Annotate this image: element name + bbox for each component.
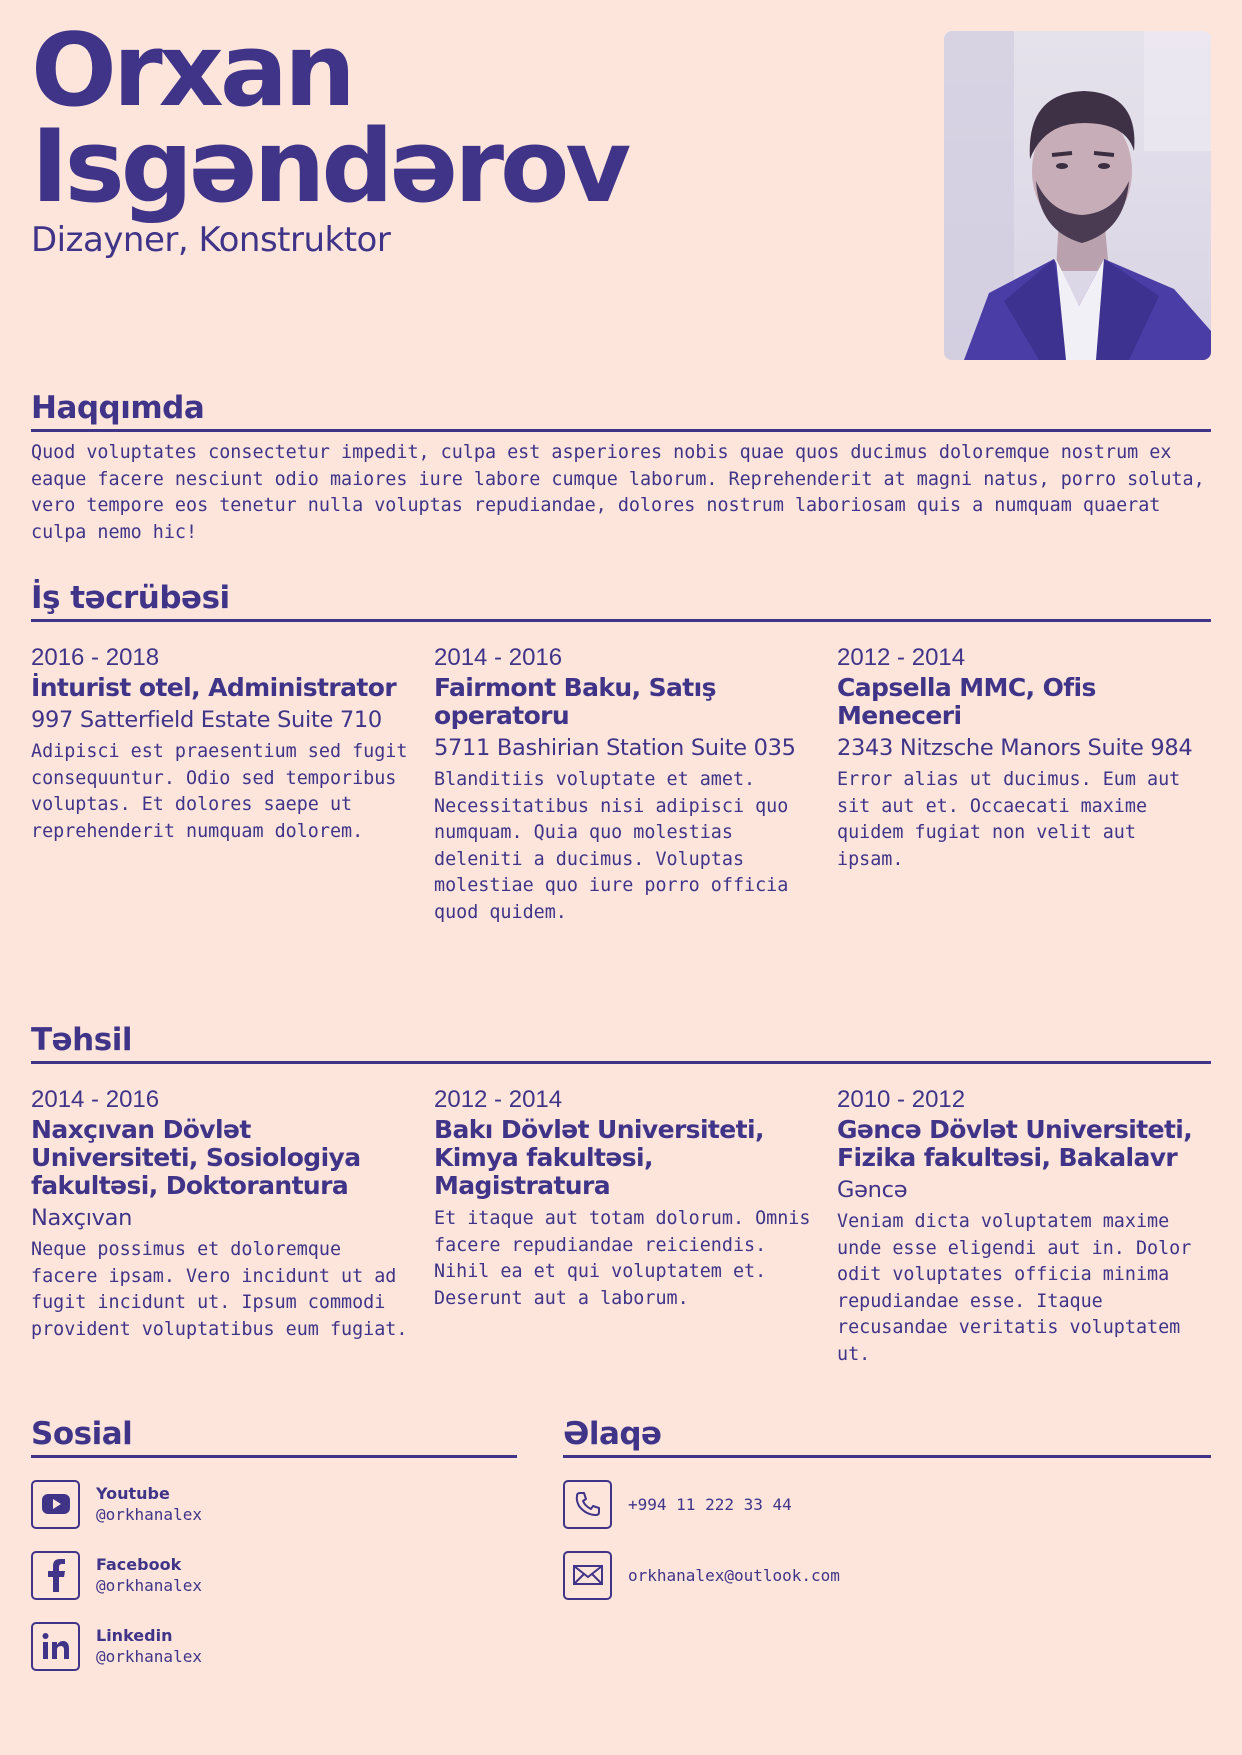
experience-title-text: Capsella MMC, Ofis Meneceri	[837, 673, 1096, 730]
phone-icon	[563, 1480, 612, 1529]
experience-title-text: İnturist otel, Administrator	[31, 673, 397, 702]
phone-number[interactable]: +994 11 222 33 44	[628, 1494, 792, 1514]
experience-description: Error alias ut ducimus. Eum aut sit aut et. Occaecati maxime quidem fugiat non velit aut ipsam.	[837, 769, 1181, 870]
education-institution: Naxçıvan Dövlət Universiteti, Sosiologiya fakultəsi, Doktorantura	[31, 1115, 361, 1200]
education-period: 2014 - 2016	[31, 1086, 160, 1113]
about-title: Haqqımda	[31, 384, 1211, 432]
experience-period: 2016 - 2018	[31, 644, 160, 671]
social-item-facebook[interactable]	[31, 1551, 517, 1599]
experience-title: İş təcrübəsi	[31, 574, 1211, 622]
youtube-icon	[31, 1480, 80, 1529]
education-item	[434, 1084, 837, 1368]
last-name: Isgəndərov	[31, 107, 628, 225]
envelope-icon	[563, 1551, 612, 1600]
education-city: Naxçıvan	[31, 1205, 133, 1231]
resume-header	[31, 11, 811, 260]
experience-period: 2012 - 2014	[837, 644, 966, 671]
education-institution: Bakı Dövlət Universiteti, Kimya fakultəsi, Magistratura	[434, 1115, 764, 1200]
social-section	[31, 1410, 517, 1693]
experience-address: 2343 Nitzsche Manors Suite 984	[837, 735, 1193, 761]
contact-phone[interactable]	[563, 1480, 1211, 1528]
social-handle[interactable]: @orkhanalex	[96, 1505, 202, 1524]
social-item-linkedin[interactable]	[31, 1622, 517, 1670]
experience-section	[31, 574, 1211, 926]
education-item	[837, 1084, 1211, 1368]
experience-period: 2014 - 2016	[434, 644, 563, 671]
contact-section	[563, 1410, 1211, 1622]
social-title: Sosial	[31, 1410, 517, 1458]
first-name: Orxan	[31, 11, 352, 129]
job-role: Dizayner, Konstruktor	[31, 220, 391, 260]
email-address[interactable]: orkhanalex@outlook.com	[628, 1565, 840, 1585]
education-description: Et itaque aut totam dolorum. Omnis facere repudiandae reiciendis. Nihil ea et qui voluptatem et. Deserunt aut a laborum.	[434, 1208, 811, 1309]
social-item-youtube[interactable]	[31, 1480, 517, 1528]
education-section	[31, 1016, 1211, 1368]
social-label: Youtube	[96, 1484, 170, 1503]
experience-address: 997 Satterfield Estate Suite 710	[31, 707, 382, 733]
experience-address: 5711 Bashirian Station Suite 035	[434, 735, 796, 761]
social-label: Linkedin	[96, 1626, 173, 1645]
education-institution: Gəncə Dövlət Universiteti, Fizika fakultəsi, Bakalavr	[837, 1115, 1193, 1172]
social-label: Facebook	[96, 1555, 182, 1574]
experience-title-text: Fairmont Baku, Satış operatoru	[434, 673, 716, 730]
profile-photo	[944, 31, 1211, 360]
education-period: 2012 - 2014	[434, 1086, 563, 1113]
experience-item	[31, 642, 434, 926]
education-city: Gəncə	[837, 1177, 908, 1203]
experience-description: Adipisci est praesentium sed fugit consequuntur. Odio sed temporibus voluptas. Et dolores saepe ut reprehenderit numquam dolorem.	[31, 741, 408, 842]
about-text: Quod voluptates consectetur impedit, culpa est asperiores nobis quae quos ducimus doloremque nostrum ex eaque facere nesciunt odio maiores iure labore cumque laborum. Reprehenderit at magni natus, porro soluta, vero tempore eos tenetur nulla voluptas repudiandae, dolores nostrum laboriosam quis a numquam quaerat culpa nemo hic!	[31, 442, 1205, 543]
education-item	[31, 1084, 434, 1368]
experience-description: Blanditiis voluptate et amet. Necessitatibus nisi adipisci quo numquam. Quia quo molestias deleniti a ducimus. Voluptas molestiae quo iure porro officia quod quidem.	[434, 769, 789, 923]
experience-item	[434, 642, 837, 926]
contact-title: Əlaqə	[563, 1410, 1211, 1458]
social-handle[interactable]: @orkhanalex	[96, 1576, 202, 1595]
education-description: Veniam dicta voluptatem maxime unde esse eligendi aut in. Dolor odit voluptates officia minima repudiandae esse. Itaque recusandae veritatis voluptatem ut.	[837, 1211, 1192, 1365]
contact-email[interactable]	[563, 1551, 1211, 1599]
portrait-illustration	[944, 31, 1211, 360]
linkedin-icon	[31, 1622, 80, 1671]
facebook-icon	[31, 1551, 80, 1600]
education-period: 2010 - 2012	[837, 1086, 966, 1113]
about-section	[31, 384, 1211, 546]
education-description: Neque possimus et doloremque facere ipsam. Vero incidunt ut ad fugit incidunt ut. Ipsum commodi provident voluptatibus eum fugiat.	[31, 1239, 408, 1340]
education-title: Təhsil	[31, 1016, 1211, 1064]
experience-item	[837, 642, 1211, 926]
social-handle[interactable]: @orkhanalex	[96, 1647, 202, 1666]
